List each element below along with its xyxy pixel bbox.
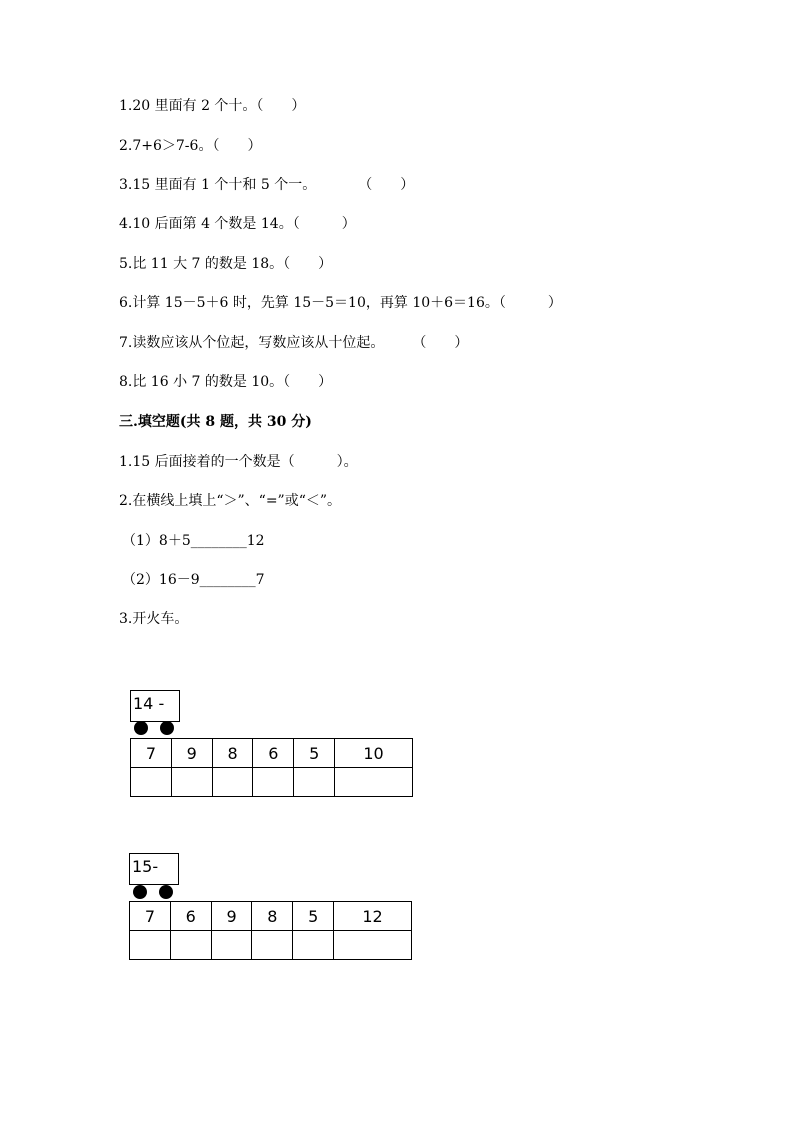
train-number-row <box>130 902 412 931</box>
wheel-icon <box>159 885 173 899</box>
fill-question-3: 3.开火车。 <box>119 611 189 627</box>
wheel-icon <box>133 885 147 899</box>
car-number: 8 <box>212 739 253 768</box>
car-number: 9 <box>171 739 212 768</box>
train-answer-row <box>131 768 413 797</box>
tf-question-2: 2.7+6＞7-6。（ ） <box>119 138 262 154</box>
answer-cell[interactable] <box>293 931 334 960</box>
answer-cell[interactable] <box>294 768 335 797</box>
tf-question-5: 5.比 11 大 7 的数是 18。（ ） <box>119 256 333 272</box>
car-number: 6 <box>253 739 294 768</box>
answer-cell[interactable] <box>131 768 172 797</box>
wheel-icon <box>134 721 148 735</box>
car-number: 10 <box>335 739 413 768</box>
tf-question-3: 3.15 里面有 1 个十和 5 个一。 （ ） <box>119 177 415 193</box>
tf-question-1: 1.20 里面有 2 个十。（ ） <box>119 98 306 114</box>
section-title: 三.填空题(共 8 题，共 30 分) <box>119 414 312 430</box>
tf-question-8: 8.比 16 小 7 的数是 10。（ ） <box>119 374 333 390</box>
car-number: 8 <box>252 902 293 931</box>
car-number: 6 <box>170 902 211 931</box>
tf-question-4: 4.10 后面第 4 个数是 14。（ ） <box>119 216 356 232</box>
answer-cell[interactable] <box>171 768 212 797</box>
wheel-icon <box>160 721 174 735</box>
answer-cell[interactable] <box>253 768 294 797</box>
tf-question-6: 6.计算 15－5＋6 时，先算 15－5＝10，再算 10＋6＝16。（ ） <box>119 295 562 311</box>
train-cars-table <box>130 738 413 797</box>
car-number: 7 <box>131 739 172 768</box>
fill-question-1: 1.15 后面接着的一个数是（ ）。 <box>119 454 358 470</box>
answer-cell[interactable] <box>130 931 171 960</box>
train-engine: 14 - <box>130 690 180 722</box>
car-number: 7 <box>130 902 171 931</box>
car-number: 5 <box>294 739 335 768</box>
car-number: 9 <box>211 902 252 931</box>
answer-cell[interactable] <box>211 931 252 960</box>
train-number-row <box>131 739 413 768</box>
fill-question-2b: （2）16－9________7 <box>122 572 265 588</box>
train-answer-row <box>130 931 412 960</box>
train-engine: 15- <box>129 853 179 885</box>
car-number: 5 <box>293 902 334 931</box>
tf-question-7: 7.读数应该从个位起，写数应该从十位起。 （ ） <box>119 335 469 351</box>
train-cars-table <box>129 901 412 960</box>
car-number: 12 <box>334 902 412 931</box>
answer-cell[interactable] <box>212 768 253 797</box>
answer-cell[interactable] <box>335 768 413 797</box>
fill-question-2a: （1）8＋5________12 <box>122 533 265 549</box>
answer-cell[interactable] <box>334 931 412 960</box>
answer-cell[interactable] <box>252 931 293 960</box>
answer-cell[interactable] <box>170 931 211 960</box>
fill-question-2: 2.在横线上填上“＞”、“=”或“＜”。 <box>119 493 342 509</box>
